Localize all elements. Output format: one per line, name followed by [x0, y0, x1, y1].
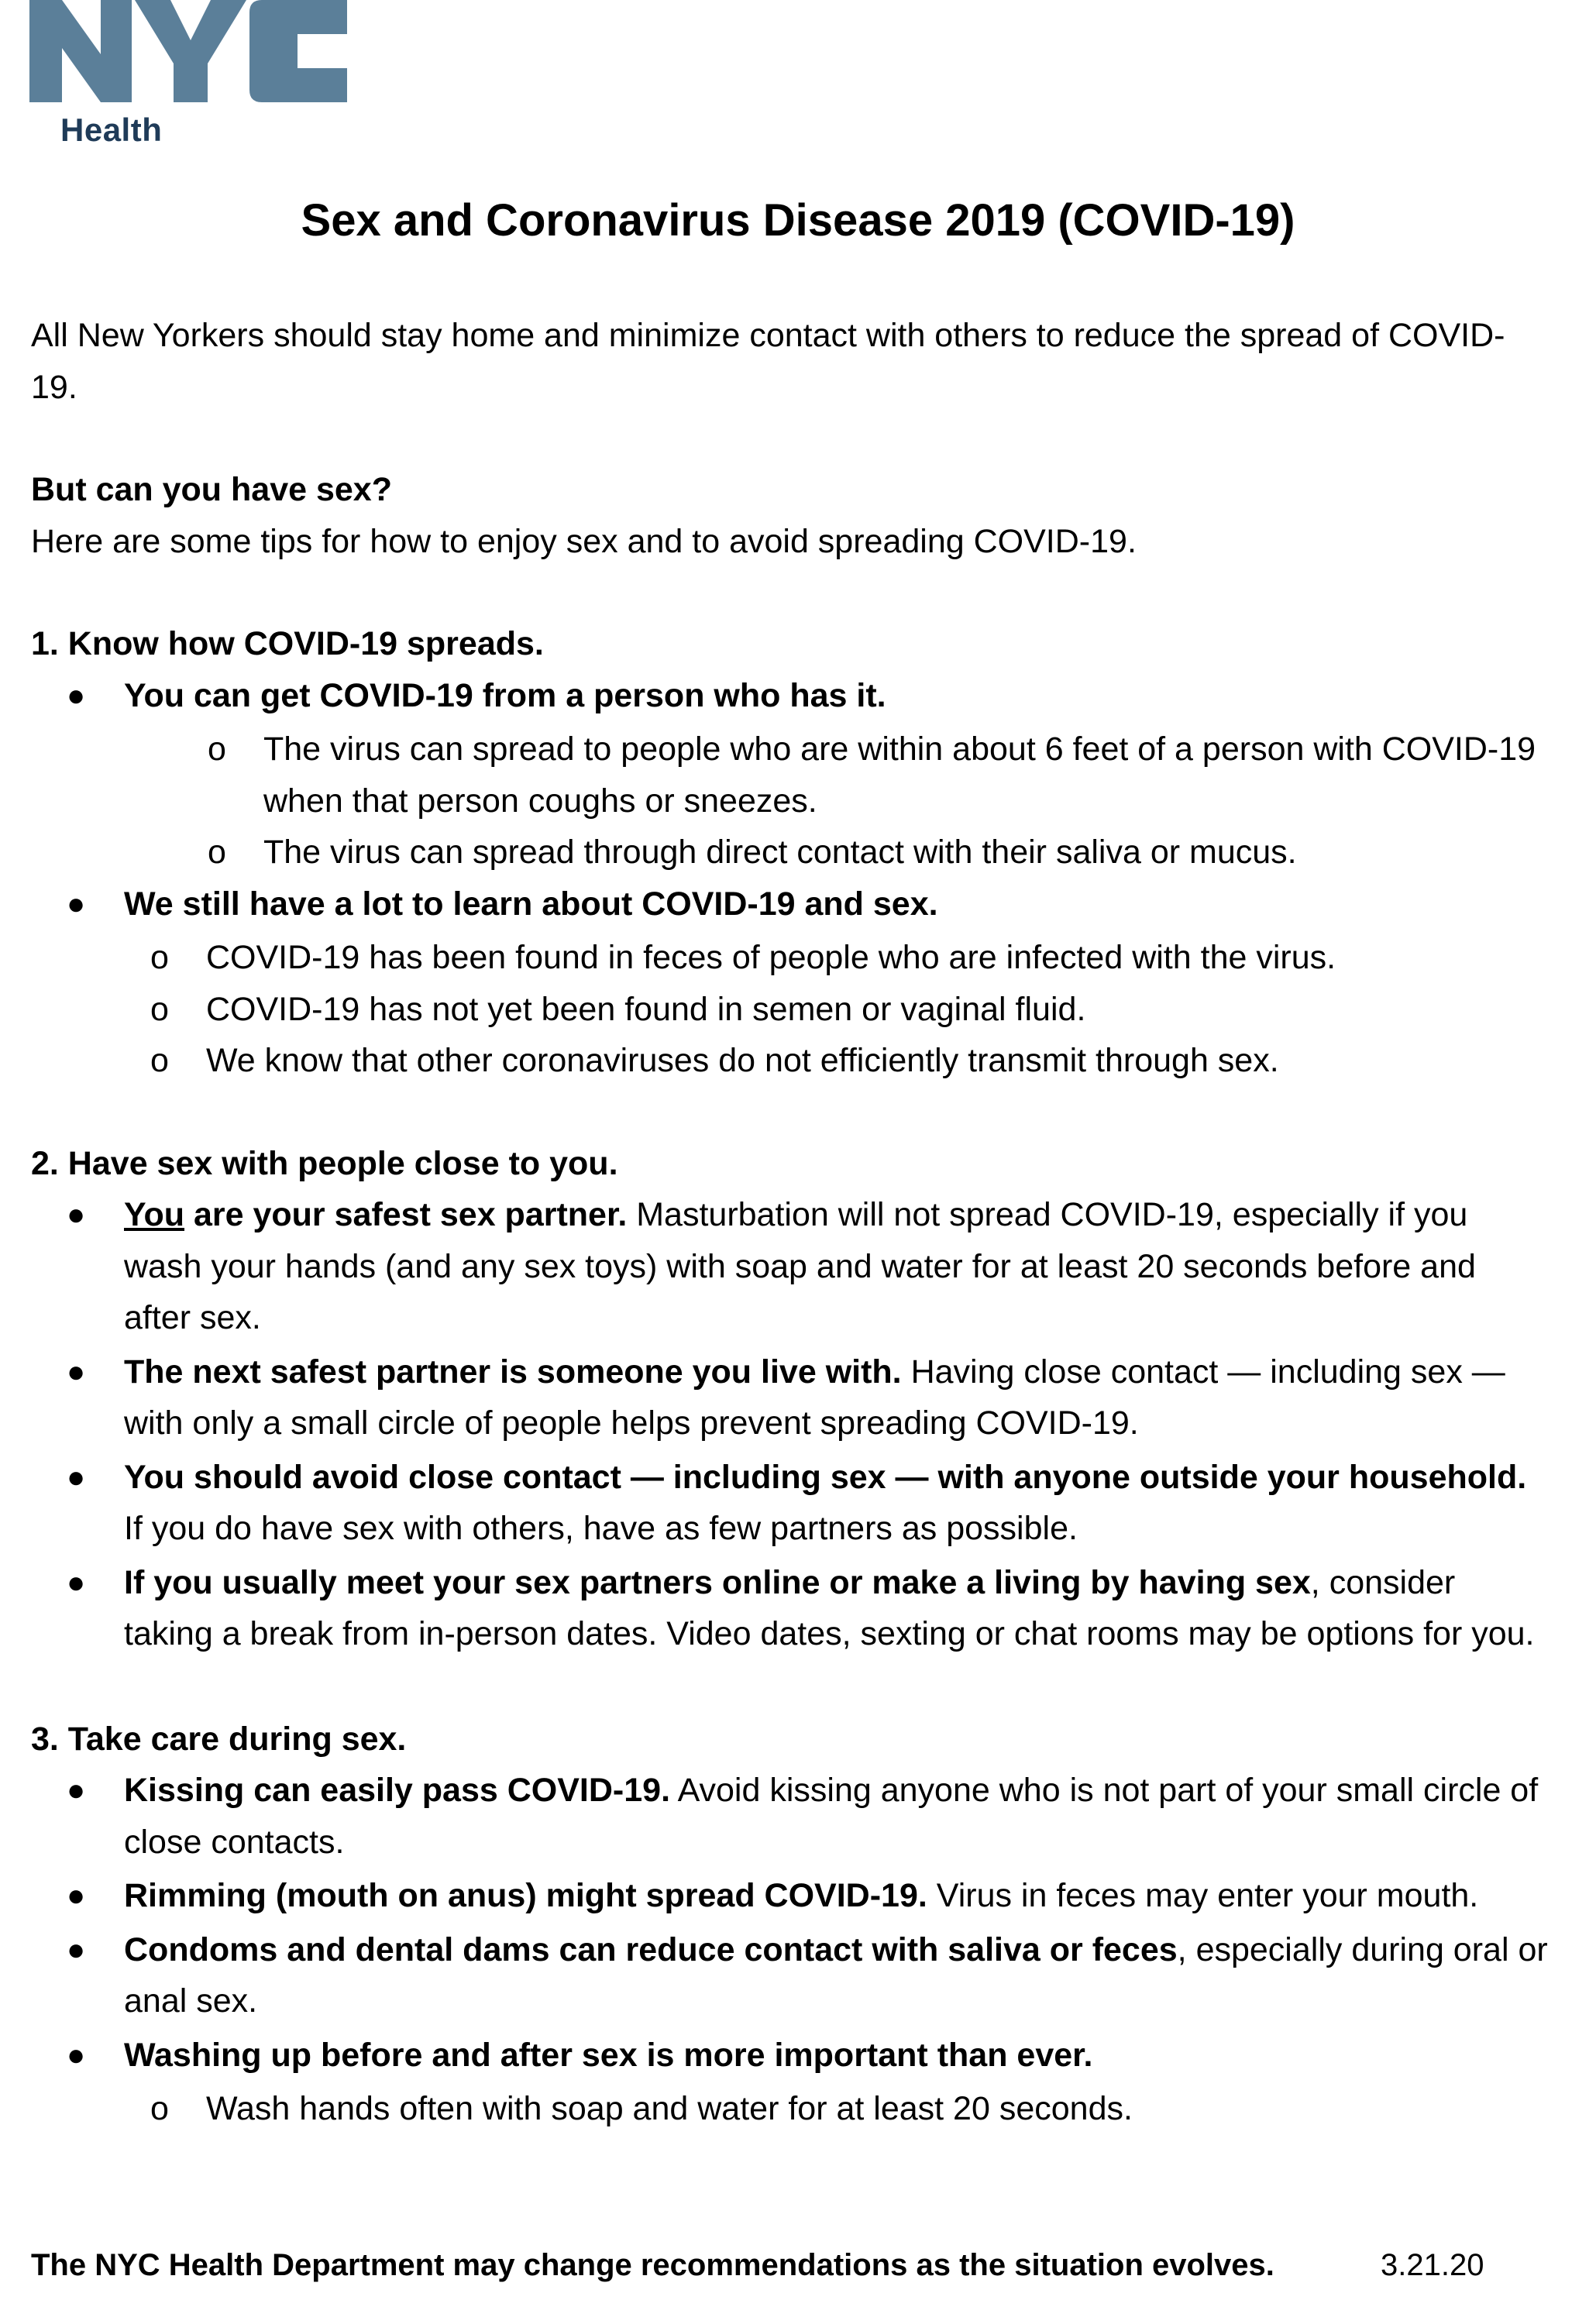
footer-note: The NYC Health Department may change recommendations as the situation evolves.: [31, 2248, 1274, 2282]
circle-bullet-icon: o: [150, 990, 169, 1028]
footer-date: 3.21.20: [1381, 2248, 1484, 2282]
circle-bullet-icon: o: [150, 939, 169, 976]
list-item: ● You can get COVID-19 from a person who has it.: [31, 670, 1550, 722]
bullet-icon: ●: [67, 886, 86, 921]
list-item: ● You are your safest sex partner. Masturbation will not spread COVID-19, especially if you wash your hands (and any sex toys) with soap and water for at least 20 seconds before and after sex.: [31, 1189, 1550, 1344]
intro-paragraph: All New Yorkers should stay home and minimize contact with others to reduce the spread of COVID-19.: [31, 317, 1505, 406]
page-title: Sex and Coronavirus Disease 2019 (COVID-19): [301, 195, 1295, 246]
section-3-heading: 3. Take care during sex.: [31, 1720, 407, 1758]
nyc-logo-icon: [29, 0, 347, 108]
circle-bullet-icon: o: [208, 834, 226, 871]
sub-list-item: o The virus can spread to people who are within about 6 feet of a person with COVID-19 when that person coughs or sneezes.: [31, 724, 1550, 827]
nyc-health-logo: [29, 0, 347, 147]
list-item: ● The next safest partner is someone you live with. Having close contact — including sex — with only a small circle of people helps prevent spreading COVID-19.: [31, 1346, 1550, 1449]
section-1-heading: 1. Know how COVID-19 spreads.: [31, 625, 544, 662]
bullet-icon: ●: [67, 1932, 86, 1967]
list-item: ● We still have a lot to learn about COVID-19 and sex.: [31, 878, 1550, 930]
list-item: ● If you usually meet your sex partners online or make a living by having sex, consider taking a break from in-person dates. Video dates, sexting or chat rooms may be options for you.: [31, 1557, 1550, 1660]
bullet-icon: ●: [67, 1354, 86, 1389]
list-item: ● You should avoid close contact — including sex — with anyone outside your household. If you do have sex with others, have as few partners as possible.: [31, 1452, 1550, 1555]
list-item: ● Washing up before and after sex is more important than ever.: [31, 2030, 1550, 2082]
question-text: Here are some tips for how to enjoy sex and to avoid spreading COVID-19.: [31, 522, 1137, 560]
list-item: ● Rimming (mouth on anus) might spread COVID-19. Virus in feces may enter your mouth.: [31, 1870, 1550, 1922]
bullet-icon: ●: [67, 1198, 86, 1232]
document-body: [31, 310, 1550, 2135]
bullet-icon: ●: [67, 2037, 86, 2072]
circle-bullet-icon: o: [150, 1042, 169, 1079]
list-item: ● Kissing can easily pass COVID-19. Avoid kissing anyone who is not part of your small circle of close contacts.: [31, 1765, 1550, 1868]
sub-list-item: o The virus can spread through direct contact with their saliva or mucus.: [31, 827, 1550, 878]
sub-list-item: o COVID-19 has not yet been found in semen or vaginal fluid.: [31, 984, 1550, 1036]
bullet-icon: ●: [67, 1773, 86, 1807]
circle-bullet-icon: o: [208, 731, 226, 768]
question-heading: But can you have sex?: [31, 471, 392, 508]
logo-subtitle: Health: [60, 112, 163, 148]
bullet-icon: ●: [67, 1459, 86, 1494]
section-3-list: [31, 1765, 1550, 2135]
sub-list-item: o COVID-19 has been found in feces of people who are infected with the virus.: [31, 932, 1550, 984]
section-2-heading: 2. Have sex with people close to you.: [31, 1144, 618, 1182]
list-item: ● Condoms and dental dams can reduce contact with saliva or feces, especially during oral or anal sex.: [31, 1924, 1550, 2027]
section-1-list: [31, 670, 1550, 1087]
sub-list-item: o We know that other coronaviruses do not efficiently transmit through sex.: [31, 1035, 1550, 1087]
sub-list-item: o Wash hands often with soap and water for at least 20 seconds.: [31, 2083, 1550, 2135]
bullet-icon: ●: [67, 1565, 86, 1600]
bullet-icon: ●: [67, 678, 86, 713]
section-2-list: [31, 1189, 1550, 1660]
bullet-icon: ●: [67, 1879, 86, 1913]
circle-bullet-icon: o: [150, 2090, 169, 2127]
